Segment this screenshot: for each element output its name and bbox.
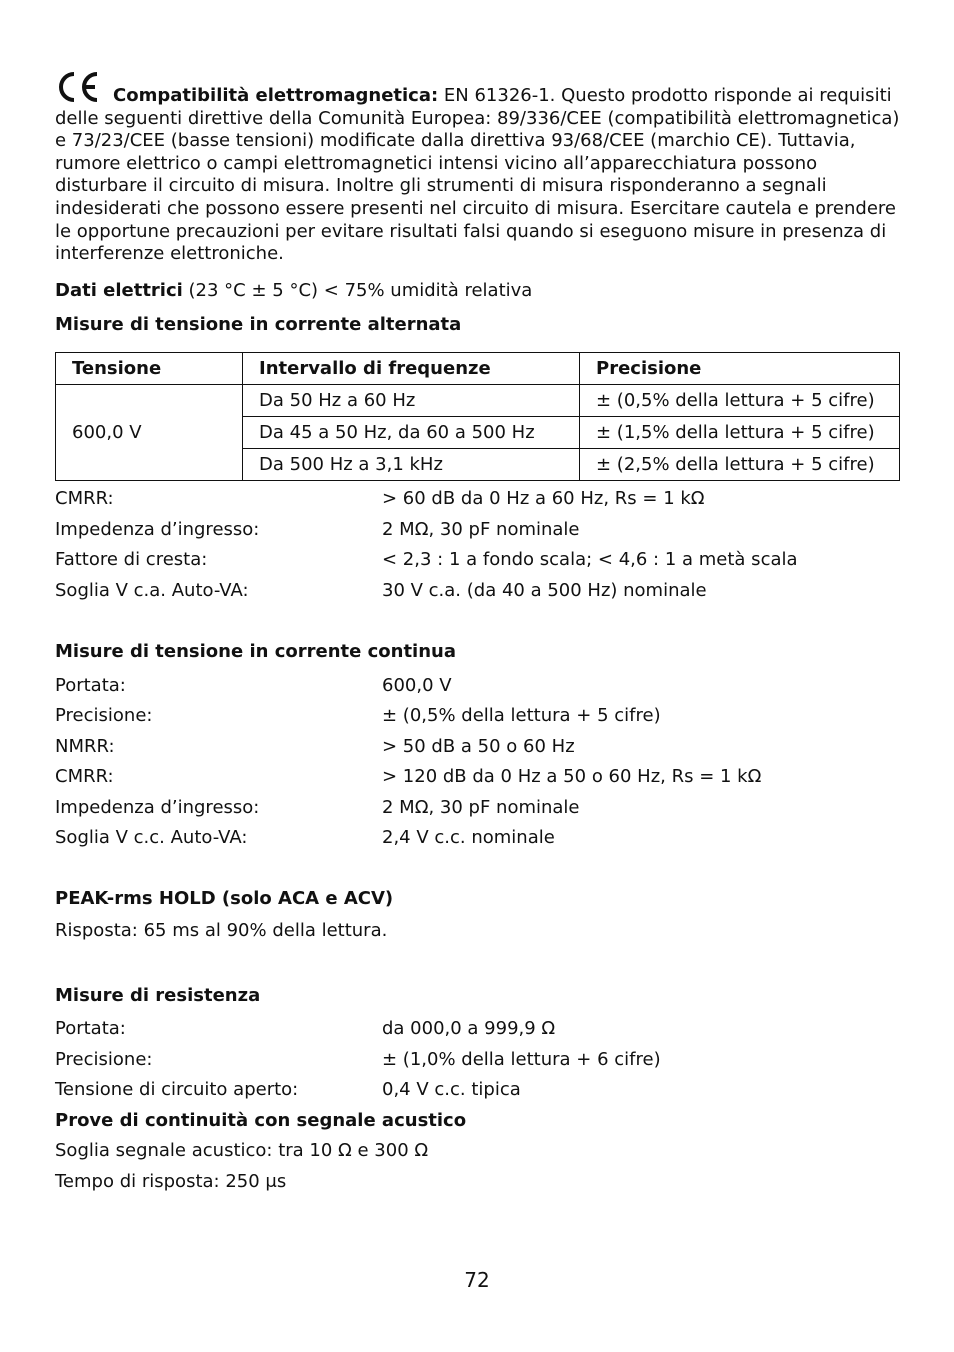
electrical-data-conditions: (23 °C ± 5 °C) < 75% umidità relativa (182, 280, 533, 301)
continuity-threshold: Soglia segnale acustico: tra 10 Ω e 300 Ω (55, 1140, 429, 1161)
spec-value: ± (0,5% della lettura + 5 cifre) (382, 705, 661, 726)
electrical-data-title: Dati elettrici (55, 280, 183, 301)
spec-value: 600,0 V (382, 675, 452, 696)
spec-value: 2,4 V c.c. nominale (382, 827, 555, 848)
spec-label: Impedenza d’ingresso: (55, 519, 260, 540)
emc-paragraph (55, 70, 900, 266)
spec-label: Fattore di cresta: (55, 549, 208, 570)
spec-label: Portata: (55, 1018, 126, 1039)
peak-heading: PEAK-rms HOLD (solo ACA e ACV) (55, 888, 394, 909)
table-header-row (56, 353, 900, 385)
spec-label: Precisione: (55, 705, 153, 726)
spec-value: da 000,0 a 999,9 Ω (382, 1018, 556, 1039)
table-cell-accuracy: ± (0,5% della lettura + 5 cifre) (580, 385, 900, 417)
resistance-heading: Misure di resistenza (55, 985, 261, 1006)
ac-voltage-heading: Misure di tensione in corrente alternata (55, 314, 462, 335)
spec-value: > 120 dB da 0 Hz a 50 o 60 Hz, Rs = 1 kΩ (382, 766, 762, 787)
table-row (56, 385, 900, 417)
spec-value: ± (1,0% della lettura + 6 cifre) (382, 1049, 661, 1070)
table-cell-frequency: Da 45 a 50 Hz, da 60 a 500 Hz (243, 417, 580, 449)
spec-value: > 50 dB a 50 o 60 Hz (382, 736, 575, 757)
ac-accuracy-table (55, 352, 900, 481)
electrical-data-line (55, 280, 532, 301)
emc-title: Compatibilità elettromagnetica: (113, 85, 439, 106)
spec-value: 0,4 V c.c. tipica (382, 1079, 521, 1100)
continuity-heading: Prove di continuità con segnale acustico (55, 1110, 467, 1131)
spec-label: Portata: (55, 675, 126, 696)
table-cell-frequency: Da 50 Hz a 60 Hz (243, 385, 580, 417)
ce-mark-icon (55, 70, 101, 104)
spec-label: Soglia V c.c. Auto-VA: (55, 827, 248, 848)
peak-text: Risposta: 65 ms al 90% della lettura. (55, 920, 388, 941)
spec-value: 30 V c.a. (da 40 a 500 Hz) nominale (382, 580, 707, 601)
spec-value: 2 MΩ, 30 pF nominale (382, 519, 580, 540)
table-header-accuracy: Precisione (580, 353, 900, 385)
spec-label: NMRR: (55, 736, 115, 757)
dc-voltage-heading: Misure di tensione in corrente continua (55, 641, 456, 662)
table-cell-accuracy: ± (2,5% della lettura + 5 cifre) (580, 449, 900, 481)
spec-label: CMRR: (55, 766, 114, 787)
spec-value: 2 MΩ, 30 pF nominale (382, 797, 580, 818)
table-cell-frequency: Da 500 Hz a 3,1 kHz (243, 449, 580, 481)
spec-label: Tensione di circuito aperto: (55, 1079, 299, 1100)
spec-label: Impedenza d’ingresso: (55, 797, 260, 818)
table-cell-accuracy: ± (1,5% della lettura + 5 cifre) (580, 417, 900, 449)
spec-label: Precisione: (55, 1049, 153, 1070)
page-number: 72 (464, 1268, 490, 1292)
table-header-voltage: Tensione (56, 353, 243, 385)
spec-value: > 60 dB da 0 Hz a 60 Hz, Rs = 1 kΩ (382, 488, 705, 509)
spec-label: CMRR: (55, 488, 114, 509)
continuity-response-time: Tempo di risposta: 250 μs (55, 1171, 287, 1192)
spec-label: Soglia V c.a. Auto-VA: (55, 580, 249, 601)
table-header-frequency: Intervallo di frequenze (243, 353, 580, 385)
spec-value: < 2,3 : 1 a fondo scala; < 4,6 : 1 a metà scala (382, 549, 798, 570)
emc-text: EN 61326-1. Questo prodotto risponde ai requisiti delle seguenti direttive della Comunità Europea: 89/336/CEE (compatibilità elettromagnetica) e 73/23/CEE (basse tensioni) modificate dalla direttiva 93/68/CEE (marchio CE). Tuttavia, rumore elettrico o campi elettromagnetici intensi vicino all’apparecchiatura possono disturbare il circuito di misura. Inoltre gli strumenti di misura risponderanno a segnali indesiderati che possono essere presenti nel circuito di misura. Esercitare cautela e prendere le opportune precauzioni per evitare risultati falsi quando si eseguono misure in presenza di interferenze elettroniche. (55, 85, 900, 265)
table-cell-voltage: 600,0 V (56, 385, 243, 481)
